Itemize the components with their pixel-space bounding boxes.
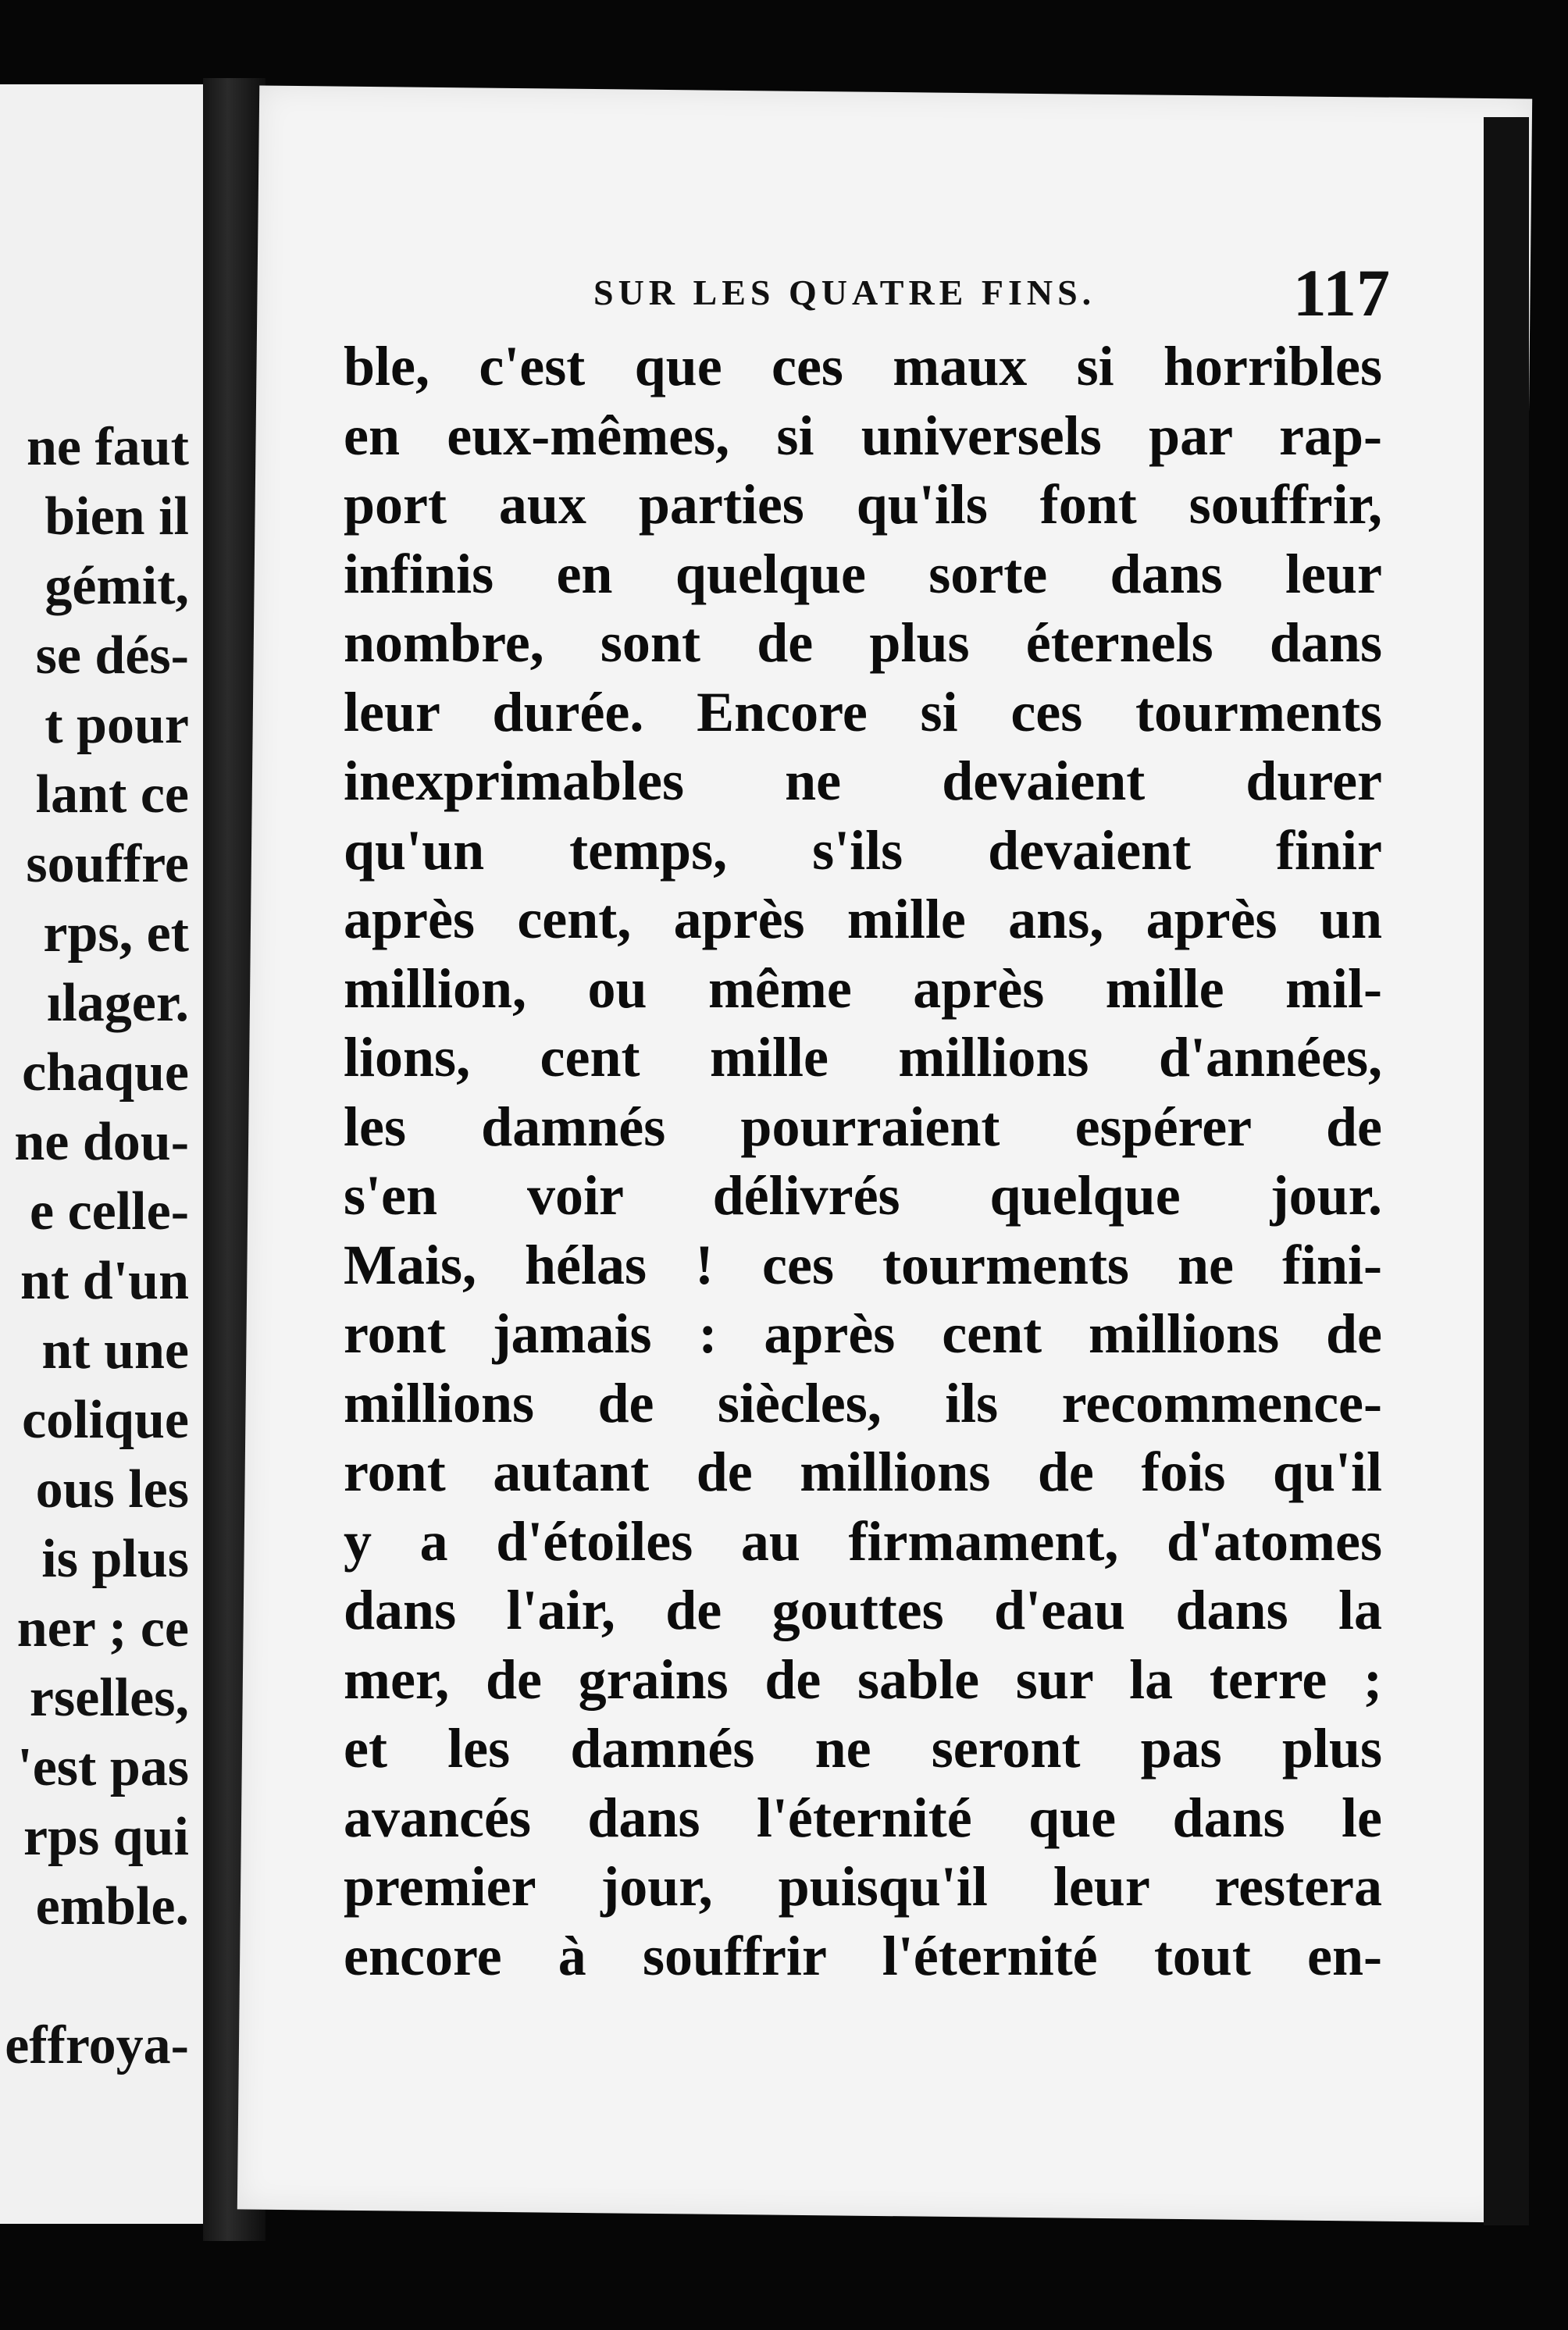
text-line: en eux-mêmes, si universels par rap-: [344, 404, 1382, 467]
text-line: et les damnés ne seront pas plus: [344, 1717, 1382, 1780]
previous-page-line: lant ce: [35, 764, 189, 825]
page-edge-shadow: [1484, 117, 1529, 2225]
text-line: les damnés pourraient espérer de: [344, 1095, 1382, 1158]
text-line: y a d'étoiles au firmament, d'atomes: [344, 1509, 1382, 1573]
text-line: Mais, hélas ! ces tourments ne fini-: [344, 1233, 1382, 1296]
running-head: SUR LES QUATRE FINS.: [593, 273, 1096, 312]
previous-page-line: chaque: [22, 1042, 189, 1103]
previous-page-line: is plus: [41, 1529, 189, 1589]
previous-page-line: emble.: [35, 1876, 189, 1936]
text-line: ble, c'est que ces maux si horribles: [344, 335, 1382, 397]
text-line: ront autant de millions de fois qu'il: [344, 1441, 1382, 1503]
text-line: million, ou même après mille mil-: [344, 957, 1382, 1020]
previous-page-line: rps qui: [23, 1807, 189, 1867]
previous-page-line: colique: [22, 1390, 189, 1450]
previous-page-line: ner ; ce: [16, 1598, 189, 1658]
previous-page-line: se dés-: [35, 625, 189, 686]
text-line: inexprimables ne devaient durer: [344, 750, 1382, 812]
text-line: s'en voir délivrés quelque jour.: [344, 1164, 1382, 1227]
text-line: qu'un temps, s'ils devaient finir: [344, 818, 1382, 882]
text-line: nombre, sont de plus éternels dans: [344, 611, 1382, 674]
page-body-text: [344, 332, 1382, 1990]
text-line: infinis en quelque sorte dans leur: [344, 542, 1382, 605]
previous-page-line: nt d'un: [20, 1251, 189, 1311]
paragraph-gap: [5, 1941, 189, 2011]
previous-page-line: ous les: [35, 1459, 189, 1519]
page-number: 117: [1292, 255, 1390, 330]
previous-page-line: ne faut: [26, 417, 189, 477]
previous-page-last-line: effroya-: [5, 2015, 189, 2075]
text-line: encore à souffrir l'éternité tout en-: [344, 1924, 1382, 1987]
text-line: ront jamais : après cent millions de: [344, 1302, 1382, 1365]
previous-page-line: ne dou-: [14, 1112, 189, 1172]
text-line: leur durée. Encore si ces tourments: [344, 680, 1382, 743]
text-line: après cent, après mille ans, après un: [344, 888, 1382, 950]
previous-page-line: t pour: [45, 695, 189, 755]
previous-page-line: e celle-: [30, 1181, 189, 1242]
previous-page-line: souffre: [26, 834, 189, 894]
previous-page-line: bien il: [45, 486, 189, 547]
text-line: avancés dans l'éternité que dans le: [344, 1786, 1382, 1849]
text-line: millions de siècles, ils recommence-: [344, 1371, 1382, 1434]
text-line: dans l'air, de gouttes d'eau dans la: [344, 1579, 1382, 1641]
previous-page-line: ılager.: [46, 973, 189, 1033]
previous-page-line: gémit,: [45, 556, 189, 616]
previous-page-text: [5, 412, 189, 2080]
text-line: mer, de grains de sable sur la terre ;: [344, 1648, 1382, 1711]
page-header: [344, 255, 1390, 330]
previous-page-line: rps, et: [43, 903, 189, 964]
text-line: lions, cent mille millions d'années,: [344, 1026, 1382, 1088]
previous-page-line: rselles,: [29, 1668, 189, 1728]
text-line: premier jour, puisqu'il leur restera: [344, 1855, 1382, 1918]
text-line: port aux parties qu'ils font souffrir,: [344, 473, 1382, 536]
previous-page-line: nt une: [41, 1320, 189, 1381]
previous-page-line: 'est pas: [17, 1737, 189, 1797]
